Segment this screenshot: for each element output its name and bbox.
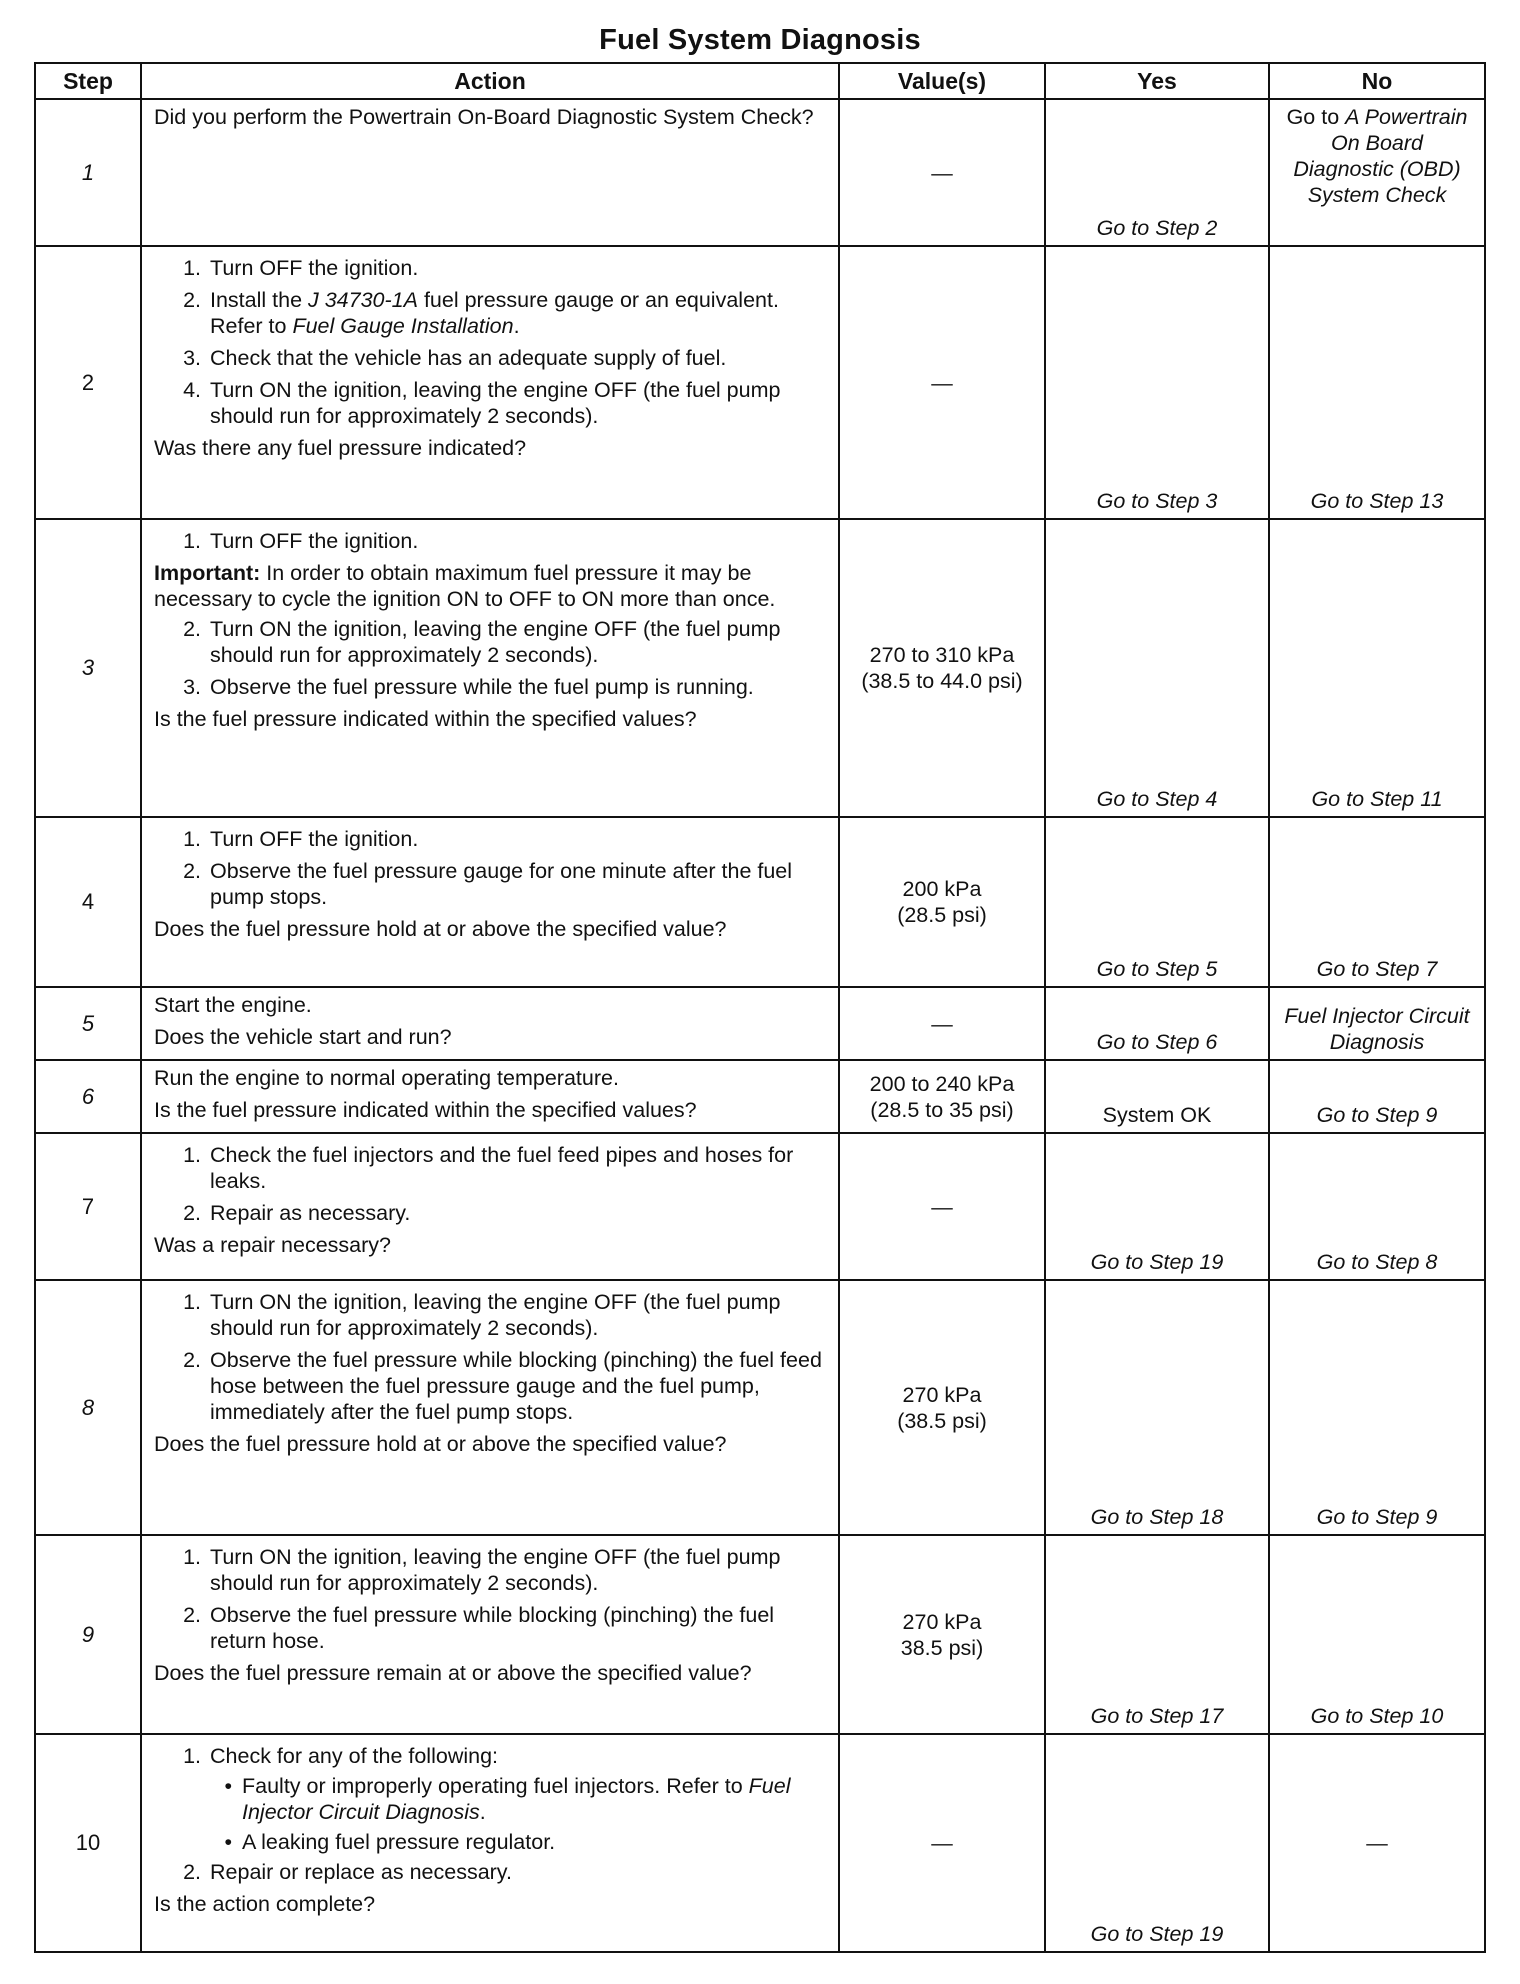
question-text: Does the fuel pressure remain at or above the specified value?	[154, 1661, 752, 1685]
question-text: Did you perform the Powertrain On-Board Diagnostic System Check?	[154, 105, 814, 129]
no-cell[interactable]	[1269, 99, 1485, 246]
diagnosis-table	[34, 62, 1486, 1953]
yes-cell[interactable]	[1045, 1535, 1269, 1734]
no-link[interactable]: Go to Step 9	[1316, 1505, 1438, 1529]
step-number: 4	[35, 817, 141, 987]
yes-link[interactable]: Go to Step 4	[1096, 787, 1218, 811]
question-text: Is the action complete?	[154, 1892, 376, 1916]
no-link[interactable]: Go to Step 10	[1310, 1704, 1444, 1728]
list-item: • A leaking fuel pressure regulator.	[224, 1830, 556, 1854]
list-item: • Faulty or improperly operating fuel injectors. Refer to Fuel Injector Circuit Diagnosis.	[224, 1774, 791, 1824]
value-cell: 270 kPa (38.5 psi)	[839, 1280, 1045, 1535]
no-cell[interactable]	[1269, 1133, 1485, 1280]
question-text: Is the fuel pressure indicated within the specified values?	[154, 1098, 697, 1122]
yes-link[interactable]: Go to Step 17	[1090, 1704, 1224, 1728]
action-cell	[141, 519, 839, 817]
action-cell	[141, 246, 839, 519]
action-cell	[141, 99, 839, 246]
value-cell: —	[839, 1734, 1045, 1952]
header-action: Action	[141, 63, 839, 99]
header-no: No	[1269, 63, 1485, 99]
important-note: Important: In order to obtain maximum fuel pressure it may be necessary to cycle the ignition ON to OFF to ON more than once.	[154, 561, 776, 611]
no-link[interactable]: Go to Step 9	[1316, 1103, 1438, 1127]
yes-link[interactable]: Go to Step 18	[1090, 1505, 1224, 1529]
no-link[interactable]: Go to Step 11	[1311, 787, 1443, 811]
substep-list	[154, 1544, 828, 1654]
table-row	[35, 987, 1485, 1060]
reference-link[interactable]: Fuel Injector Circuit Diagnosis	[242, 1774, 791, 1824]
yes-link[interactable]: Go to Step 2	[1096, 216, 1218, 240]
substep-list	[154, 1743, 828, 1769]
step-number: 7	[35, 1133, 141, 1280]
list-item: 1. Turn ON the ignition, leaving the engine OFF (the fuel pump should run for approximately 2 seconds).	[183, 1290, 781, 1340]
table-row	[35, 817, 1485, 987]
action-cell	[141, 817, 839, 987]
no-cell[interactable]	[1269, 1535, 1485, 1734]
no-cell[interactable]	[1269, 817, 1485, 987]
no-link[interactable]: Go to Step 13	[1310, 489, 1444, 513]
question-text: Is the fuel pressure indicated within the specified values?	[154, 707, 697, 731]
list-item: 1. Turn ON the ignition, leaving the engine OFF (the fuel pump should run for approximately 2 seconds).	[183, 1545, 781, 1595]
yes-link[interactable]: Go to Step 19	[1090, 1922, 1224, 1946]
value-cell: 200 to 240 kPa (28.5 to 35 psi)	[839, 1060, 1045, 1133]
list-item: 1. Turn OFF the ignition.	[183, 256, 419, 280]
yes-cell	[1045, 1060, 1269, 1133]
step-number: 8	[35, 1280, 141, 1535]
yes-cell[interactable]	[1045, 1133, 1269, 1280]
question-text: Was there any fuel pressure indicated?	[154, 436, 527, 460]
table-row	[35, 99, 1485, 246]
list-item: 2. Observe the fuel pressure while blocking (pinching) the fuel return hose.	[183, 1603, 775, 1653]
bullet-list	[154, 1773, 828, 1855]
action-cell: Run the engine to normal operating temperature. Is the fuel pressure indicated within the specified values?	[141, 1060, 839, 1133]
yes-link[interactable]: Go to Step 5	[1096, 957, 1218, 981]
yes-link[interactable]: Go to Step 19	[1090, 1250, 1224, 1274]
list-item: 2. Repair or replace as necessary.	[183, 1860, 512, 1884]
table-row	[35, 1280, 1485, 1535]
no-cell[interactable]	[1269, 246, 1485, 519]
no-link[interactable]: Fuel Injector Circuit Diagnosis	[1284, 1004, 1470, 1054]
no-cell[interactable]	[1269, 987, 1485, 1060]
table-row	[35, 1535, 1485, 1734]
step-number: 10	[35, 1734, 141, 1952]
yes-link[interactable]: Go to Step 3	[1096, 489, 1218, 513]
table-row	[35, 1133, 1485, 1280]
list-item: 1. Check for any of the following:	[183, 1744, 499, 1768]
yes-cell[interactable]	[1045, 817, 1269, 987]
step-number: 9	[35, 1535, 141, 1734]
header-yes: Yes	[1045, 63, 1269, 99]
list-item: 1. Turn OFF the ignition.	[183, 529, 419, 553]
step-number: 3	[35, 519, 141, 817]
no-cell[interactable]	[1269, 519, 1485, 817]
list-item: 3. Check that the vehicle has an adequate supply of fuel.	[183, 346, 727, 370]
no-link[interactable]: Go to Step 7	[1316, 957, 1438, 981]
reference-link[interactable]: Fuel Gauge Installation	[292, 314, 514, 338]
page-title: Fuel System Diagnosis	[599, 24, 921, 56]
value-cell: 270 kPa 38.5 psi)	[839, 1535, 1045, 1734]
value-cell: —	[839, 246, 1045, 519]
substep-list	[154, 1859, 828, 1885]
header-step: Step	[35, 63, 141, 99]
value-cell: —	[839, 1133, 1045, 1280]
table-row	[35, 1734, 1485, 1952]
question-text: Does the fuel pressure hold at or above the specified value?	[154, 1432, 727, 1456]
list-item: 1. Check the fuel injectors and the fuel feed pipes and hoses for leaks.	[183, 1143, 794, 1193]
list-item: 2. Observe the fuel pressure while blocking (pinching) the fuel feed hose between the fuel pressure gauge and the fuel pump, immediately after the fuel pump stops.	[183, 1348, 822, 1424]
no-cell[interactable]	[1269, 1280, 1485, 1535]
yes-cell[interactable]	[1045, 1280, 1269, 1535]
substep-list	[154, 616, 828, 700]
table-row	[35, 519, 1485, 817]
list-item: 3. Observe the fuel pressure while the fuel pump is running.	[183, 675, 754, 699]
no-prefix: Go to	[1286, 105, 1346, 129]
yes-cell[interactable]	[1045, 99, 1269, 246]
yes-link[interactable]: Go to Step 6	[1096, 1030, 1218, 1054]
system-ok-text: System OK	[1102, 1103, 1212, 1127]
no-cell[interactable]	[1269, 1060, 1485, 1133]
list-item: 2. Observe the fuel pressure gauge for one minute after the fuel pump stops.	[183, 859, 793, 909]
substep-list	[154, 826, 828, 910]
list-item: 1. Turn OFF the ignition.	[183, 827, 419, 851]
action-cell: Start the engine. Does the vehicle start and run?	[141, 987, 839, 1060]
list-item: 2. Turn ON the ignition, leaving the engine OFF (the fuel pump should run for approximately 2 seconds).	[183, 617, 781, 667]
substep-list	[154, 1289, 828, 1425]
yes-cell[interactable]	[1045, 246, 1269, 519]
yes-cell[interactable]	[1045, 1734, 1269, 1952]
value-cell: —	[839, 99, 1045, 246]
substep-list	[154, 255, 828, 429]
question-text: Was a repair necessary?	[154, 1233, 391, 1257]
no-link[interactable]: A Powertrain On Board Diagnostic (OBD) System Check	[1293, 105, 1468, 207]
header-values: Value(s)	[839, 63, 1045, 99]
substep-list	[154, 528, 828, 554]
no-cell: —	[1269, 1734, 1485, 1952]
step-number: 2	[35, 246, 141, 519]
action-cell	[141, 1133, 839, 1280]
step-number: 6	[35, 1060, 141, 1133]
question-text: Does the vehicle start and run?	[154, 1025, 452, 1049]
step-number: 1	[35, 99, 141, 246]
action-cell	[141, 1535, 839, 1734]
table-row	[35, 246, 1485, 519]
value-cell: —	[839, 987, 1045, 1060]
value-cell: 200 kPa (28.5 psi)	[839, 817, 1045, 987]
action-cell	[141, 1280, 839, 1535]
action-cell	[141, 1734, 839, 1952]
question-text: Does the fuel pressure hold at or above the specified value?	[154, 917, 727, 941]
substep-list	[154, 1142, 828, 1226]
list-item: 2. Install the J 34730-1A fuel pressure gauge or an equivalent. Refer to Fuel Gauge Installation.	[183, 288, 779, 338]
yes-cell[interactable]	[1045, 519, 1269, 817]
value-cell: 270 to 310 kPa (38.5 to 44.0 psi)	[839, 519, 1045, 817]
no-link[interactable]: Go to Step 8	[1316, 1250, 1438, 1274]
step-number: 5	[35, 987, 141, 1060]
header-row	[35, 63, 1485, 99]
list-item: 2. Repair as necessary.	[183, 1201, 411, 1225]
yes-cell[interactable]	[1045, 987, 1269, 1060]
table-row	[35, 1060, 1485, 1133]
list-item: 4. Turn ON the ignition, leaving the engine OFF (the fuel pump should run for approximately 2 seconds).	[183, 378, 781, 428]
